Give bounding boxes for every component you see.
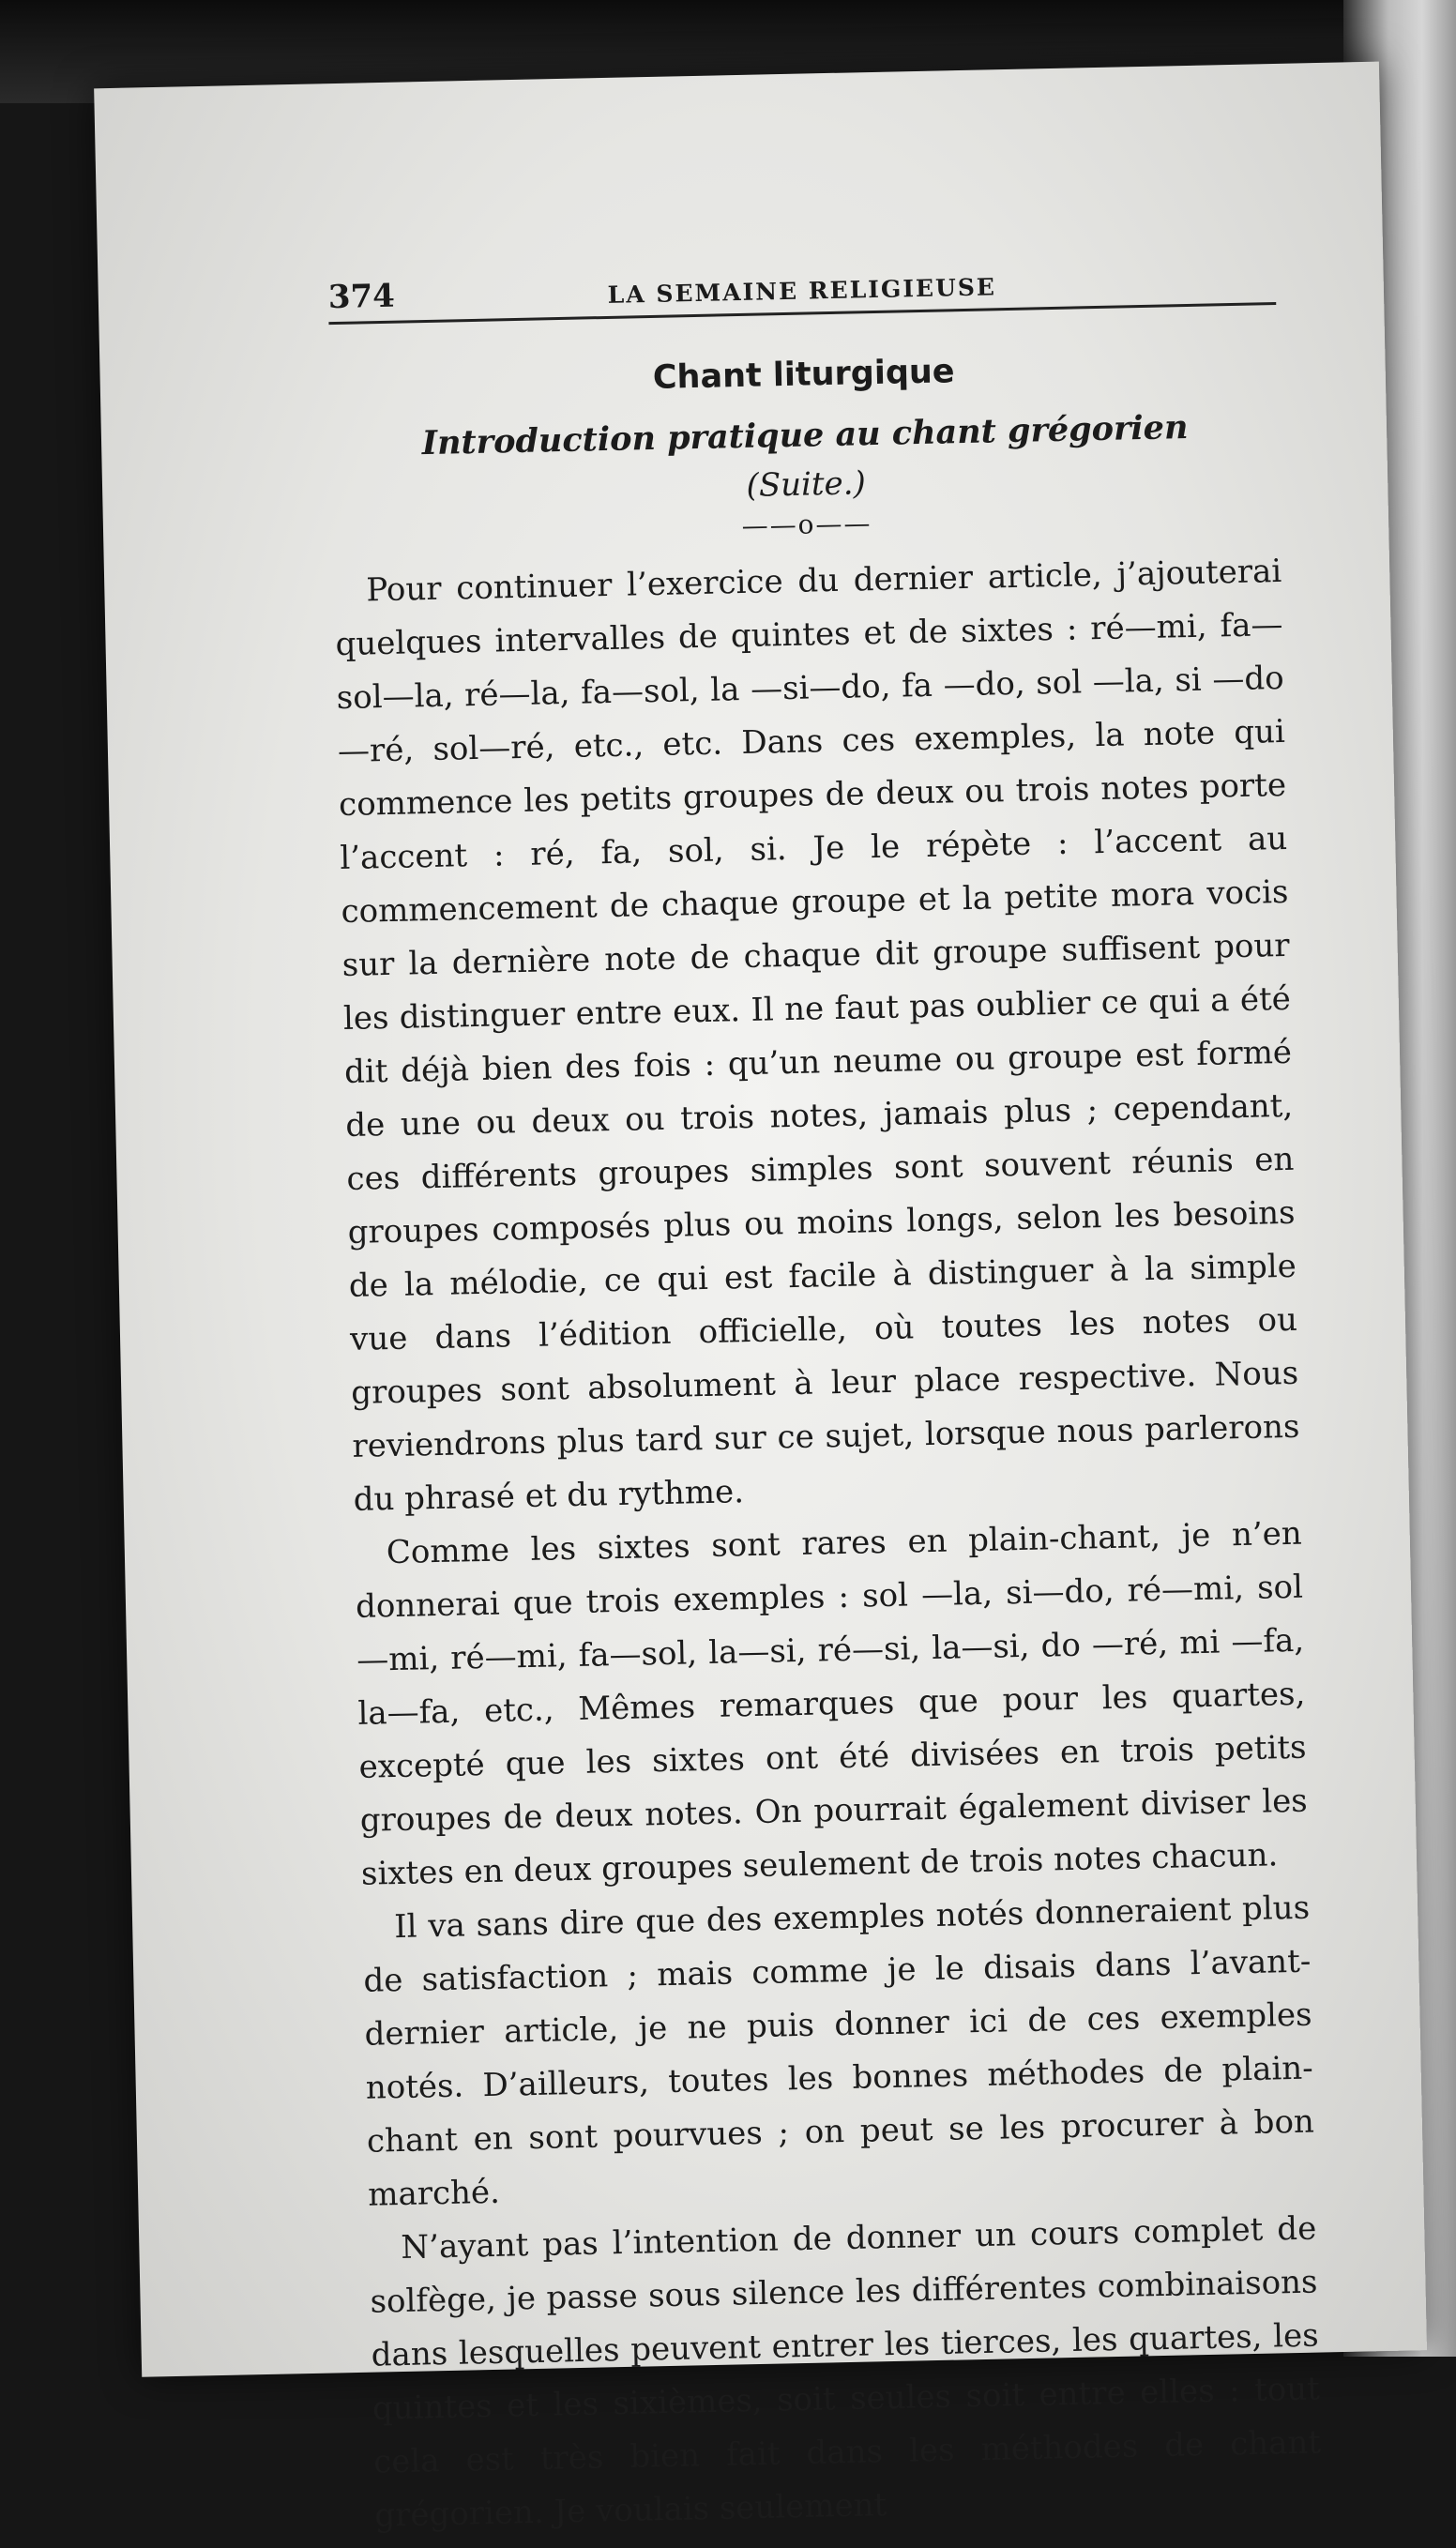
paragraph: N’ayant pas l’intention de donner un cours complet de solfège, je passe sous silence les différentes combinaisons dans lesquelles peuvent entrer les tierces, les quartes, les quintes et les sixièmes, soit seules soit entre elles : tout cela est très bien fait dans les méthodes de chant grégorien. Je voulais seulement xyxy=(370,2209,1322,2535)
paragraph: Comme les sixtes sont rares en plain-chant, je n’en donnerai que trois exemples : sol —la, si—do, ré—mi, sol—mi, ré—mi, fa—sol, la—si, ré—si, la—si, do —ré, mi —fa, la—fa, etc., Mêmes remarques que pour les quartes, excepté que les sixtes ont été divisées en trois petits groupes de deux notes. On pourrait également diviser les sixtes en deux groupes seulement de trois notes chacun. xyxy=(355,1514,1309,1893)
paragraph: Pour continuer l’exercice du dernier article, j’ajouterai quelques intervalles de quintes et de sixtes : ré—mi, fa—sol—la, ré—la, fa—sol, la —si—do, fa —do, sol —la, si —do—ré, sol—ré, etc., etc. Dans ces exemples, la note qui commence les petits groupes de deux ou trois notes porte l’accent : ré, fa, sol, si. Je le répète : l’accent au commencement de chaque groupe et la petite mora vocis sur la dernière note de chaque dit groupe suffisent pour les distinguer entre eux. Il ne faut pas oublier ce qui a été dit déjà bien des fois : qu’un neume ou groupe est formé de une ou deux ou trois notes, jamais plus ; cependant, ces différents groupes simples sont souvent réunis en groupes composés plus ou moins longs, selon les besoins de la mélodie, ce qui est facile à distinguer à la simple vue dans l’édition officielle, où toutes les notes ou groupes sont absolument à leur place respective. Nous reviendrons plus tard sur ce sujet, lorsque nous parlerons du phrasé et du rythme. xyxy=(335,552,1300,1519)
scanned-page xyxy=(94,62,1427,2535)
article-title: Chant liturgique xyxy=(652,353,955,397)
ornament-divider: ——o—— xyxy=(741,508,872,541)
running-head xyxy=(327,261,1276,325)
article-subtitle: Introduction pratique au chant grégorien xyxy=(421,408,1189,463)
page-number: 374 xyxy=(327,277,396,317)
page-content xyxy=(327,261,1322,2543)
journal-title: LA SEMAINE RELIGIEUSE xyxy=(607,273,997,309)
paragraph: Il va sans dire que des exemples notés donneraient plus de satisfaction ; mais comme je le disais dans l’avant-dernier article, je ne puis donner ici de ces exemples notés. D’ailleurs, toutes les bonnes méthodes de plain-chant en sont pourvues ; on peut se les procurer à bon marché. xyxy=(363,1888,1315,2214)
continuation-note: (Suite.) xyxy=(746,464,867,505)
